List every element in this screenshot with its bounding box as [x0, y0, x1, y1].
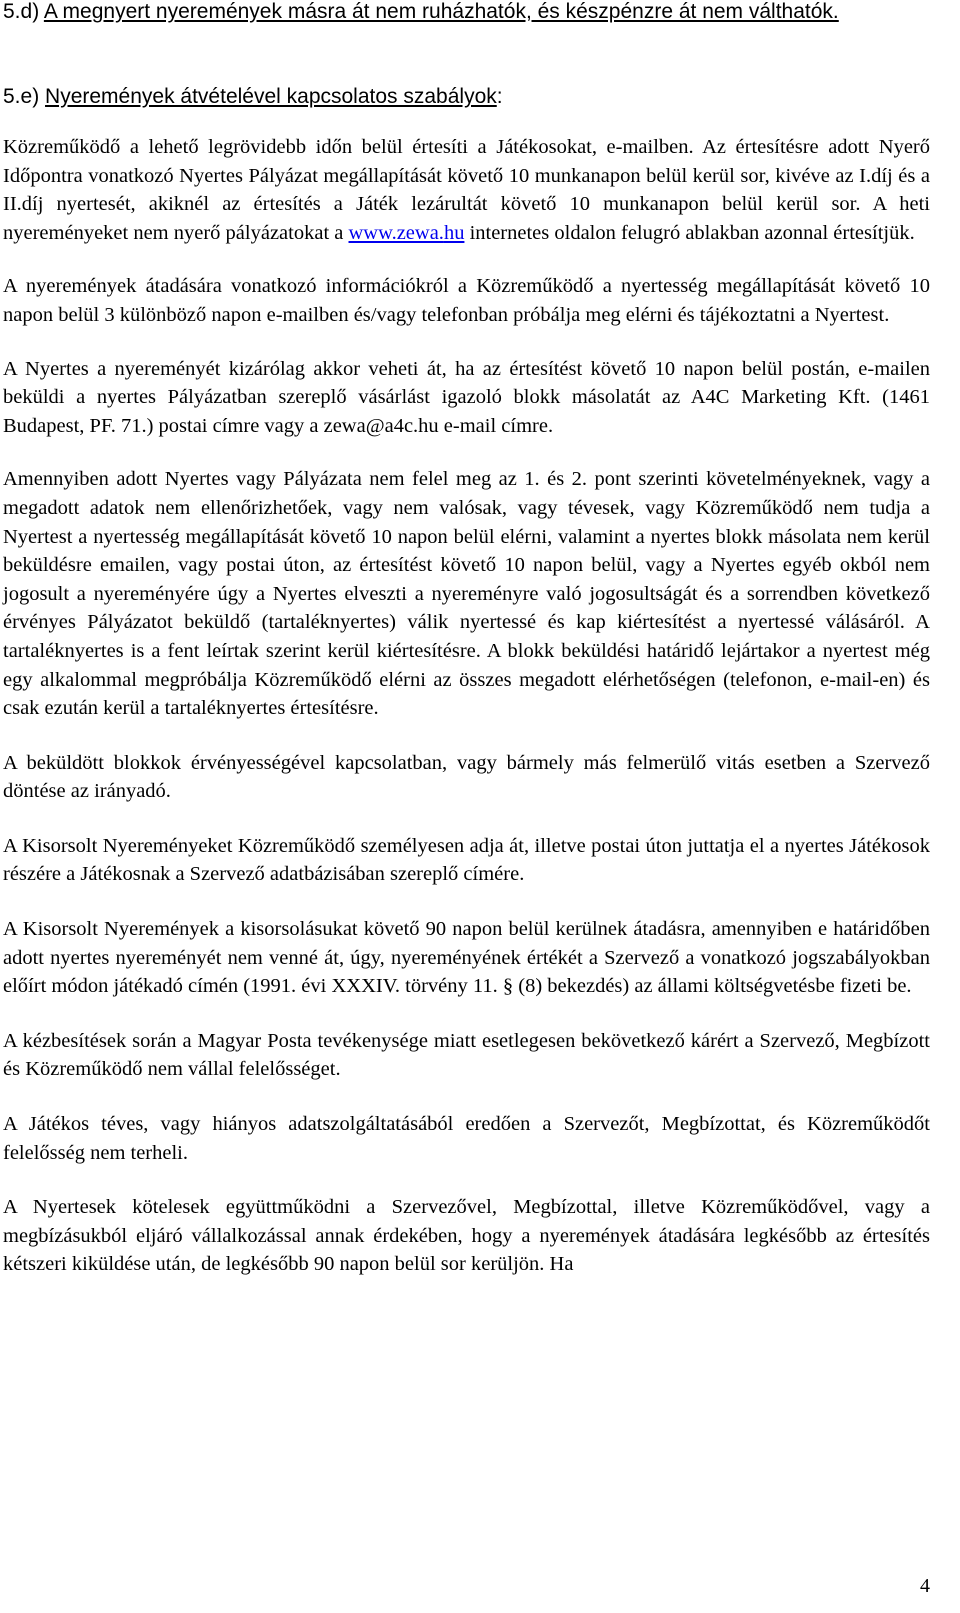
paragraph: A Kisorsolt Nyeremények a kisorsolásukat követő 90 napon belül kerülnek átadásra, amennyiben e határidőben adott nyertes nyereményét nem venné át, úgy, nyereményének értékét a Szervező a vonatkozó jogszabályokban előírt módon játékadó címén (1991. évi XXXIV. törvény 11. § (8) bekezdés) az állami költségvetésbe fizeti be.	[3, 918, 930, 998]
paragraph-notification	[3, 133, 930, 247]
paragraph-text: Közreműködő a lehető legrövidebb időn belül értesíti a Játékosokat, e-mailben. Az értesítésre adott Nyerő Időpontra vonatkozó Nyertes Pályázat megállapítását követő 10 munkanapon belül kerül sor, kivéve az I.díj és a II.díj nyertesét, akiknél az értesítés a Játék lezárultát követő 10 munkanapon belül kerül sor. A heti nyereményeket nem nyerő pályázatokat a	[3, 136, 930, 244]
section-title-colon: :	[496, 85, 503, 108]
section-title: A megnyert nyeremények másra át nem ruházhatók, és készpénzre át nem válthatók.	[43, 0, 839, 23]
zewa-link-tld[interactable]: hu	[443, 221, 465, 244]
section-title: Nyeremények átvételével kapcsolatos szabályok	[45, 85, 497, 108]
section-heading-5e	[3, 82, 930, 112]
page-number: 4	[920, 1575, 930, 1597]
section-heading-5d	[3, 0, 930, 27]
document-body	[3, 0, 930, 1279]
paragraph: A Kisorsolt Nyereményeket Közreműködő személyesen adja át, illetve postai úton juttatja el a nyertes Játékosok részére a Játékosnak a Szervező adatbázisában szereplő címére.	[3, 834, 930, 886]
paragraph: A kézbesítések során a Magyar Posta tevékenysége miatt esetlegesen bekövetkező kárért a Szervező, Megbízott és Közreműködő nem vállal felelősséget.	[3, 1029, 930, 1081]
paragraph: A beküldött blokkok érvényességével kapcsolatban, vagy bármely más felmerülő vitás esetben a Szervező döntése az irányadó.	[3, 751, 930, 803]
paragraph: A Játékos téves, vagy hiányos adatszolgáltatásából eredően a Szervezőt, Megbízottat, és Közreműködőt felelősség nem terheli.	[3, 1113, 930, 1164]
paragraph: A nyeremények átadására vonatkozó információkról a Közreműködő a nyertesség megállapítását követő 10 napon belül 3 különböző napon e-mailben és/vagy telefonban próbálja meg elérni és tájékoztatni a Nyertest.	[3, 275, 930, 326]
paragraph: Amennyiben adott Nyertes vagy Pályázata nem felel meg az 1. és 2. pont szerinti követelményeknek, vagy a megadott adatok nem ellenőrizhetőek, vagy nem valósak, vagy tévesek, vagy Közreműködő nem tudja a Nyertest a nyertesség megállapítását követő 10 napon belül elérni, valamint a nyertes blokk másolata nem kerül beküldésre emailen, vagy postai úton, az értesítést követő 10 napon belül, vagy a Nyertes egyéb okból nem jogosult a nyereményére úgy a Nyertes elveszti a nyereményre való jogosultságát és a sorrendben következő érvényes Pályázatot beküldő (tartaléknyertes) válik nyertessé és kap kiértesítést a nyertessé válásáról. A tartaléknyertes is a fent leírtak szerint kerül kiértesítésre. A blokk beküldési határidő lejártakor a nyertest még egy alkalommal megpróbálja Közreműködő elérni az összes megadott elérhetőségen (telefonon, e-mail-en) és csak ezután kerül a tartaléknyertes értesítésre.	[3, 468, 930, 720]
paragraph-text: internetes oldalon felugró ablakban azonnal értesítjük.	[464, 221, 915, 244]
zewa-link[interactable]: www.zewa.	[348, 221, 444, 244]
section-number: 5.d)	[3, 0, 40, 23]
paragraph: A Nyertes a nyereményét kizárólag akkor veheti át, ha az értesítést követő 10 napon belül postán, e-mailen beküldi a nyertes Pályázatban szereplő vásárlást igazoló blokk másolatát az A4C Marketing Kft. (1461 Budapest, PF. 71.) postai címre vagy a zewa@a4c.hu e-mail címre.	[3, 357, 930, 437]
paragraph: A Nyertesek kötelesek együttműködni a Szervezővel, Megbízottal, illetve Közreműködővel, vagy a megbízásukból eljáró vállalkozással annak érdekében, hogy a nyeremények átadására legkésőbb az értesítés kétszeri kiküldése után, de legkésőbb 90 napon belül sor kerüljön. Ha	[3, 1196, 930, 1276]
section-number: 5.e)	[3, 85, 40, 108]
